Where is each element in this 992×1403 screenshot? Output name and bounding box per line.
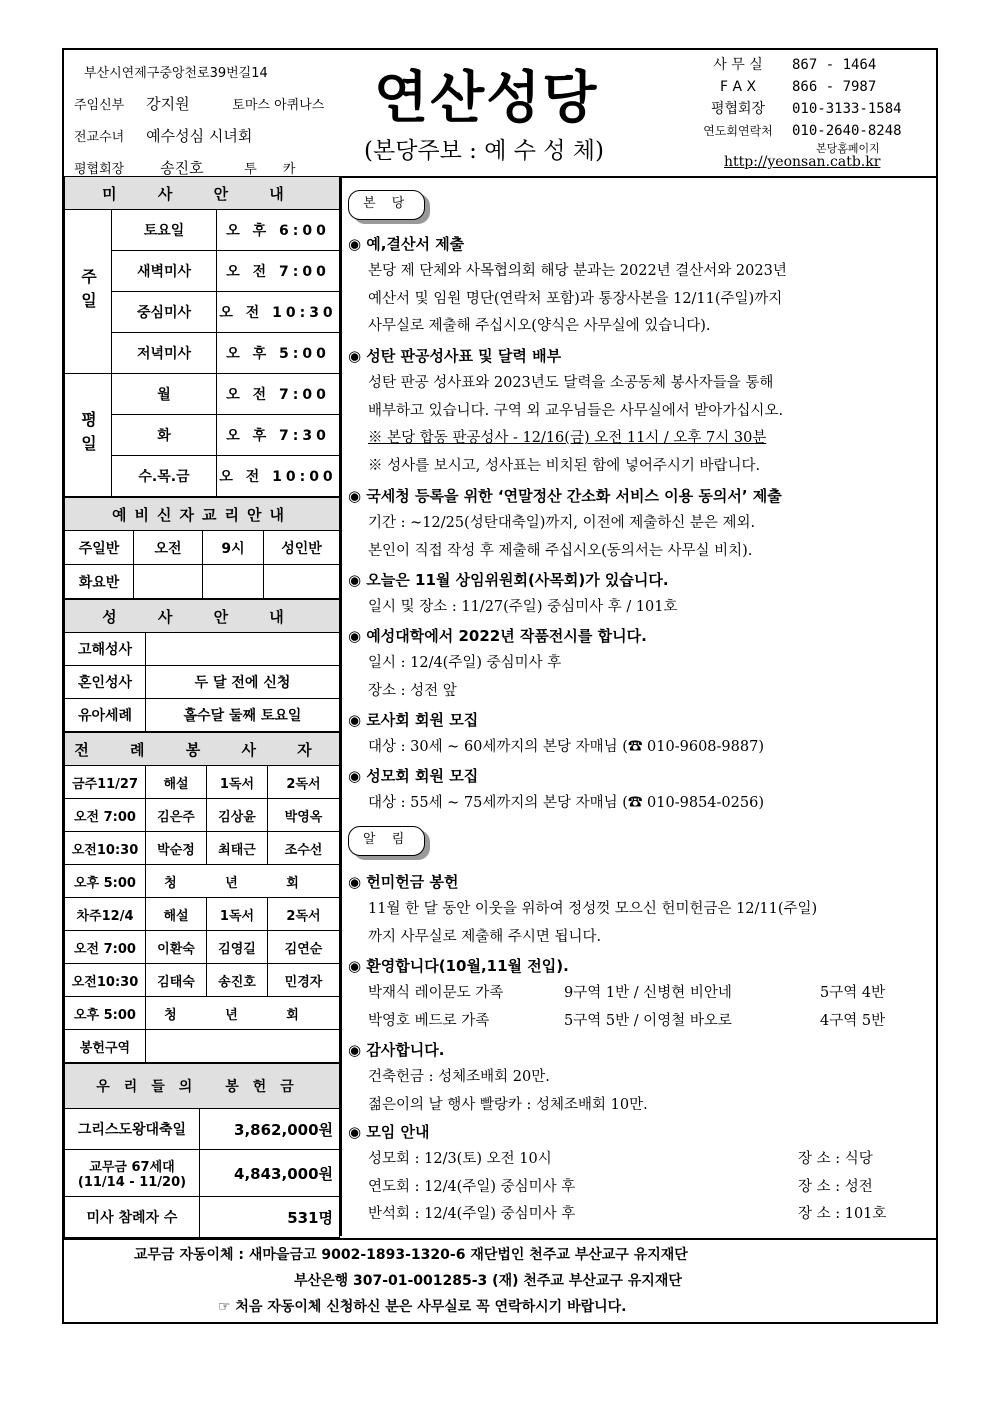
table-row: 저녁미사 오 후 5:00 bbox=[65, 333, 340, 374]
table-row: 오후 5:00 청 년 회 bbox=[65, 865, 340, 898]
liturgy-title: 전 례 봉 사 자 bbox=[65, 733, 340, 766]
address: 부산시연제구중앙천로39번길14 bbox=[84, 66, 268, 81]
table-row: 중심미사 오 전 10:30 bbox=[65, 292, 340, 333]
nun-name: 예수성심 시녀회 bbox=[146, 127, 253, 145]
table-row: 그리스도왕대축일 3,862,000원 bbox=[65, 1109, 340, 1150]
list-item: 성모회 : 12/3(토) 오전 10시 장 소 : 식당 bbox=[368, 1151, 873, 1167]
news-item: ◉ 성모회 회원 모집 대상 : 55세 ~ 75세까지의 본당 자매님 (☎ 010-9854-0256) bbox=[348, 767, 764, 811]
mass-schedule-title: 미 사 안 내 bbox=[65, 177, 340, 210]
news-item: ◉ 국세청 등록을 위한 ‘연말정산 간소화 서비스 이용 동의서’ 제출 기간 : ~12/25(성탄대축일)까지, 이전에 제출하신 분은 제외. 본인이 직접 작성 후 제출해 주십시오(동의서는 사무실 비치). bbox=[348, 487, 782, 559]
council-name: 송진호 bbox=[160, 159, 204, 177]
pastor-label: 주임신부 bbox=[74, 98, 125, 113]
notice-item: ◉ 헌미헌금 봉헌 11월 한 달 동안 이웃을 위하여 정성껏 모으신 헌미헌금은 12/11(주일) 까지 사무실로 제출해 주시면 됩니다. bbox=[348, 873, 818, 945]
table-row: 금주11/27 해설 1독서 2독서 bbox=[65, 766, 340, 799]
list-item: 연도회 : 12/4(주일) 중심미사 후 장 소 : 성전 bbox=[368, 1178, 873, 1195]
catechumen-table bbox=[64, 497, 340, 599]
sacrament-table bbox=[64, 599, 340, 732]
table-row: 오후 5:00 청 년 회 bbox=[65, 997, 340, 1030]
table-row: 화 오 후 7:30 bbox=[65, 415, 340, 456]
notice-item: ◉ 환영합니다(10월,11월 전입). 박재식 레이문도 가족 9구역 1반 / 신병현 비안네 5구역 4반 박영호 베드로 가족 5구역 5반 / 이영철 바오로 4구역 5반 bbox=[348, 952, 928, 1035]
bulletin-sheet bbox=[62, 48, 938, 1324]
parish-tag: 본 당 bbox=[348, 190, 425, 220]
table-row: 오전 7:00 이환숙 김영길 김연순 bbox=[65, 931, 340, 964]
table-row: 고해성사 bbox=[65, 633, 340, 666]
list-item: 박재식 레이문도 가족 9구역 1반 / 신병현 비안네 5구역 4반 bbox=[368, 985, 886, 1001]
contact-row: F A X 866 - 7987 bbox=[719, 79, 877, 95]
pastor-baptismal: 토마스 아퀴나스 bbox=[232, 98, 325, 113]
table-row: 수.목.금 오 전 10:00 bbox=[65, 456, 340, 497]
offering-title: 우리들의 봉헌금 bbox=[65, 1064, 340, 1109]
weekday-label: 평일 bbox=[65, 374, 112, 497]
table-row: 오전10:30 박순정 최태근 조수선 bbox=[65, 832, 340, 865]
table-row: 봉헌구역 bbox=[65, 1030, 340, 1063]
contact-row: 사 무 실 867 - 1464 bbox=[713, 57, 877, 73]
footer bbox=[64, 1238, 936, 1324]
contact-list bbox=[684, 54, 902, 142]
header-info bbox=[74, 58, 324, 185]
footer-line: 부산은행 307-01-001285-3 (재) 천주교 부산교구 유지재단 bbox=[294, 1273, 682, 1289]
table-row: 오전10:30 김태숙 송진호 민경자 bbox=[65, 964, 340, 997]
table-row: 차주12/4 해설 1독서 2독서 bbox=[65, 898, 340, 931]
offering-table bbox=[64, 1063, 340, 1238]
page-subtitle: (본당주보 : 예 수 성 체) bbox=[364, 138, 604, 164]
news-item: ◉ 예성대학에서 2022년 작품전시를 합니다. 일시 : 12/4(주일) 중심미사 후 장소 : 성전 앞 bbox=[348, 627, 647, 699]
table-row: 주일 토요일 오 후 6:00 bbox=[65, 210, 340, 251]
footer-line: 교무금 자동이체 : 새마을금고 9002-1893-1320-6 재단법인 천주교 부산교구 유지재단 bbox=[134, 1247, 688, 1263]
table-row: 미사 참례자 수 531명 bbox=[65, 1197, 340, 1238]
sacrament-title: 성 사 안 내 bbox=[65, 600, 340, 633]
left-column bbox=[64, 176, 342, 1236]
table-row: 새벽미사 오 전 7:00 bbox=[65, 251, 340, 292]
contact-row: 연도회연락처 010-2640-8248 bbox=[703, 123, 902, 139]
notice-item: ◉ 모임 안내 성모회 : 12/3(토) 오전 10시 장 소 : 식당 연도회 : 12/4(주일) 중심미사 후 장 소 : 성전 반석회 : 12/4(주일) 중심미사 후 장 소 : 101호 bbox=[348, 1118, 928, 1229]
pastor-name: 강지원 bbox=[146, 95, 190, 113]
sunday-label: 주일 bbox=[65, 210, 112, 374]
council-baptismal: 투 카 bbox=[244, 162, 296, 177]
table-row: 평일 월 오 전 7:00 bbox=[65, 374, 340, 415]
news-item: ◉ 로사회 회원 모집 대상 : 30세 ~ 60세까지의 본당 자매님 (☎ 010-9608-9887) bbox=[348, 711, 764, 755]
council-label: 평협회장 bbox=[74, 162, 125, 177]
news-item: ◉ 오늘은 11월 상임위원회(사목회)가 있습니다. 일시 및 장소 : 11/27(주일) 중심미사 후 / 101호 bbox=[348, 571, 678, 615]
footer-line: ☞ 처음 자동이체 신청하신 분은 사무실로 꼭 연락하시기 바랍니다. bbox=[218, 1299, 627, 1315]
homepage-label: 본당홈페이지 bbox=[816, 142, 880, 155]
nun-label: 전교수녀 bbox=[74, 130, 125, 145]
page-title: 연산성당 bbox=[374, 65, 599, 131]
table-row: 유아세례 홀수달 둘째 토요일 bbox=[65, 699, 340, 732]
news-item: ◉ 성탄 판공성사표 및 달력 배부 성탄 판공 성사표와 2023년도 달력을 소공동체 봉사자들을 통해 배부하고 있습니다. 구역 외 교우님들은 사무실에서 받아가십시오. ※ 본당 합동 판공성사 - 12/16(금) 오전 11시 / 오후 7시 30분 ※ 성사를 보시고, 성사표는 비치된 함에 넣어주시기 바랍니다. bbox=[348, 347, 784, 474]
table-row: 주일반 오전 9시 성인반 bbox=[65, 531, 340, 565]
right-column bbox=[342, 176, 938, 1236]
notice-tag: 알 림 bbox=[348, 826, 425, 856]
catechumen-title: 예비신자교리안내 bbox=[65, 498, 340, 531]
list-item: 반석회 : 12/4(주일) 중심미사 후 장 소 : 101호 bbox=[368, 1206, 887, 1222]
mass-schedule-table bbox=[64, 176, 340, 497]
liturgy-servers-table bbox=[64, 732, 340, 1063]
table-row: 화요반 bbox=[65, 565, 340, 599]
table-row: 혼인성사 두 달 전에 신청 bbox=[65, 666, 340, 699]
notice-item: ◉ 감사합니다. 건축헌금 : 성체조배회 20만. 젊은이의 날 행사 빨랑카 : 성체조배회 10만. bbox=[348, 1041, 648, 1113]
contact-row: 평협회장 010-3133-1584 bbox=[710, 101, 902, 117]
table-row: 교무금 67세대 (11/14 - 11/20) 4,843,000원 bbox=[65, 1150, 340, 1197]
news-item: ◉ 예,결산서 제출 본당 제 단체와 사목협의회 해당 분과는 2022년 결산서와 2023년 예산서 및 임원 명단(연락처 포함)과 통장사본을 12/11(주일)까지 사무실로 제출해 주십시오(양식은 사무실에 있습니다). bbox=[348, 235, 787, 334]
list-item: 박영호 베드로 가족 5구역 5반 / 이영철 바오로 4구역 5반 bbox=[368, 1012, 886, 1029]
table-row: 오전 7:00 김은주 김상윤 박영옥 bbox=[65, 799, 340, 832]
header bbox=[64, 50, 936, 178]
homepage-link[interactable]: http://yeonsan.catb.kr bbox=[724, 154, 881, 170]
